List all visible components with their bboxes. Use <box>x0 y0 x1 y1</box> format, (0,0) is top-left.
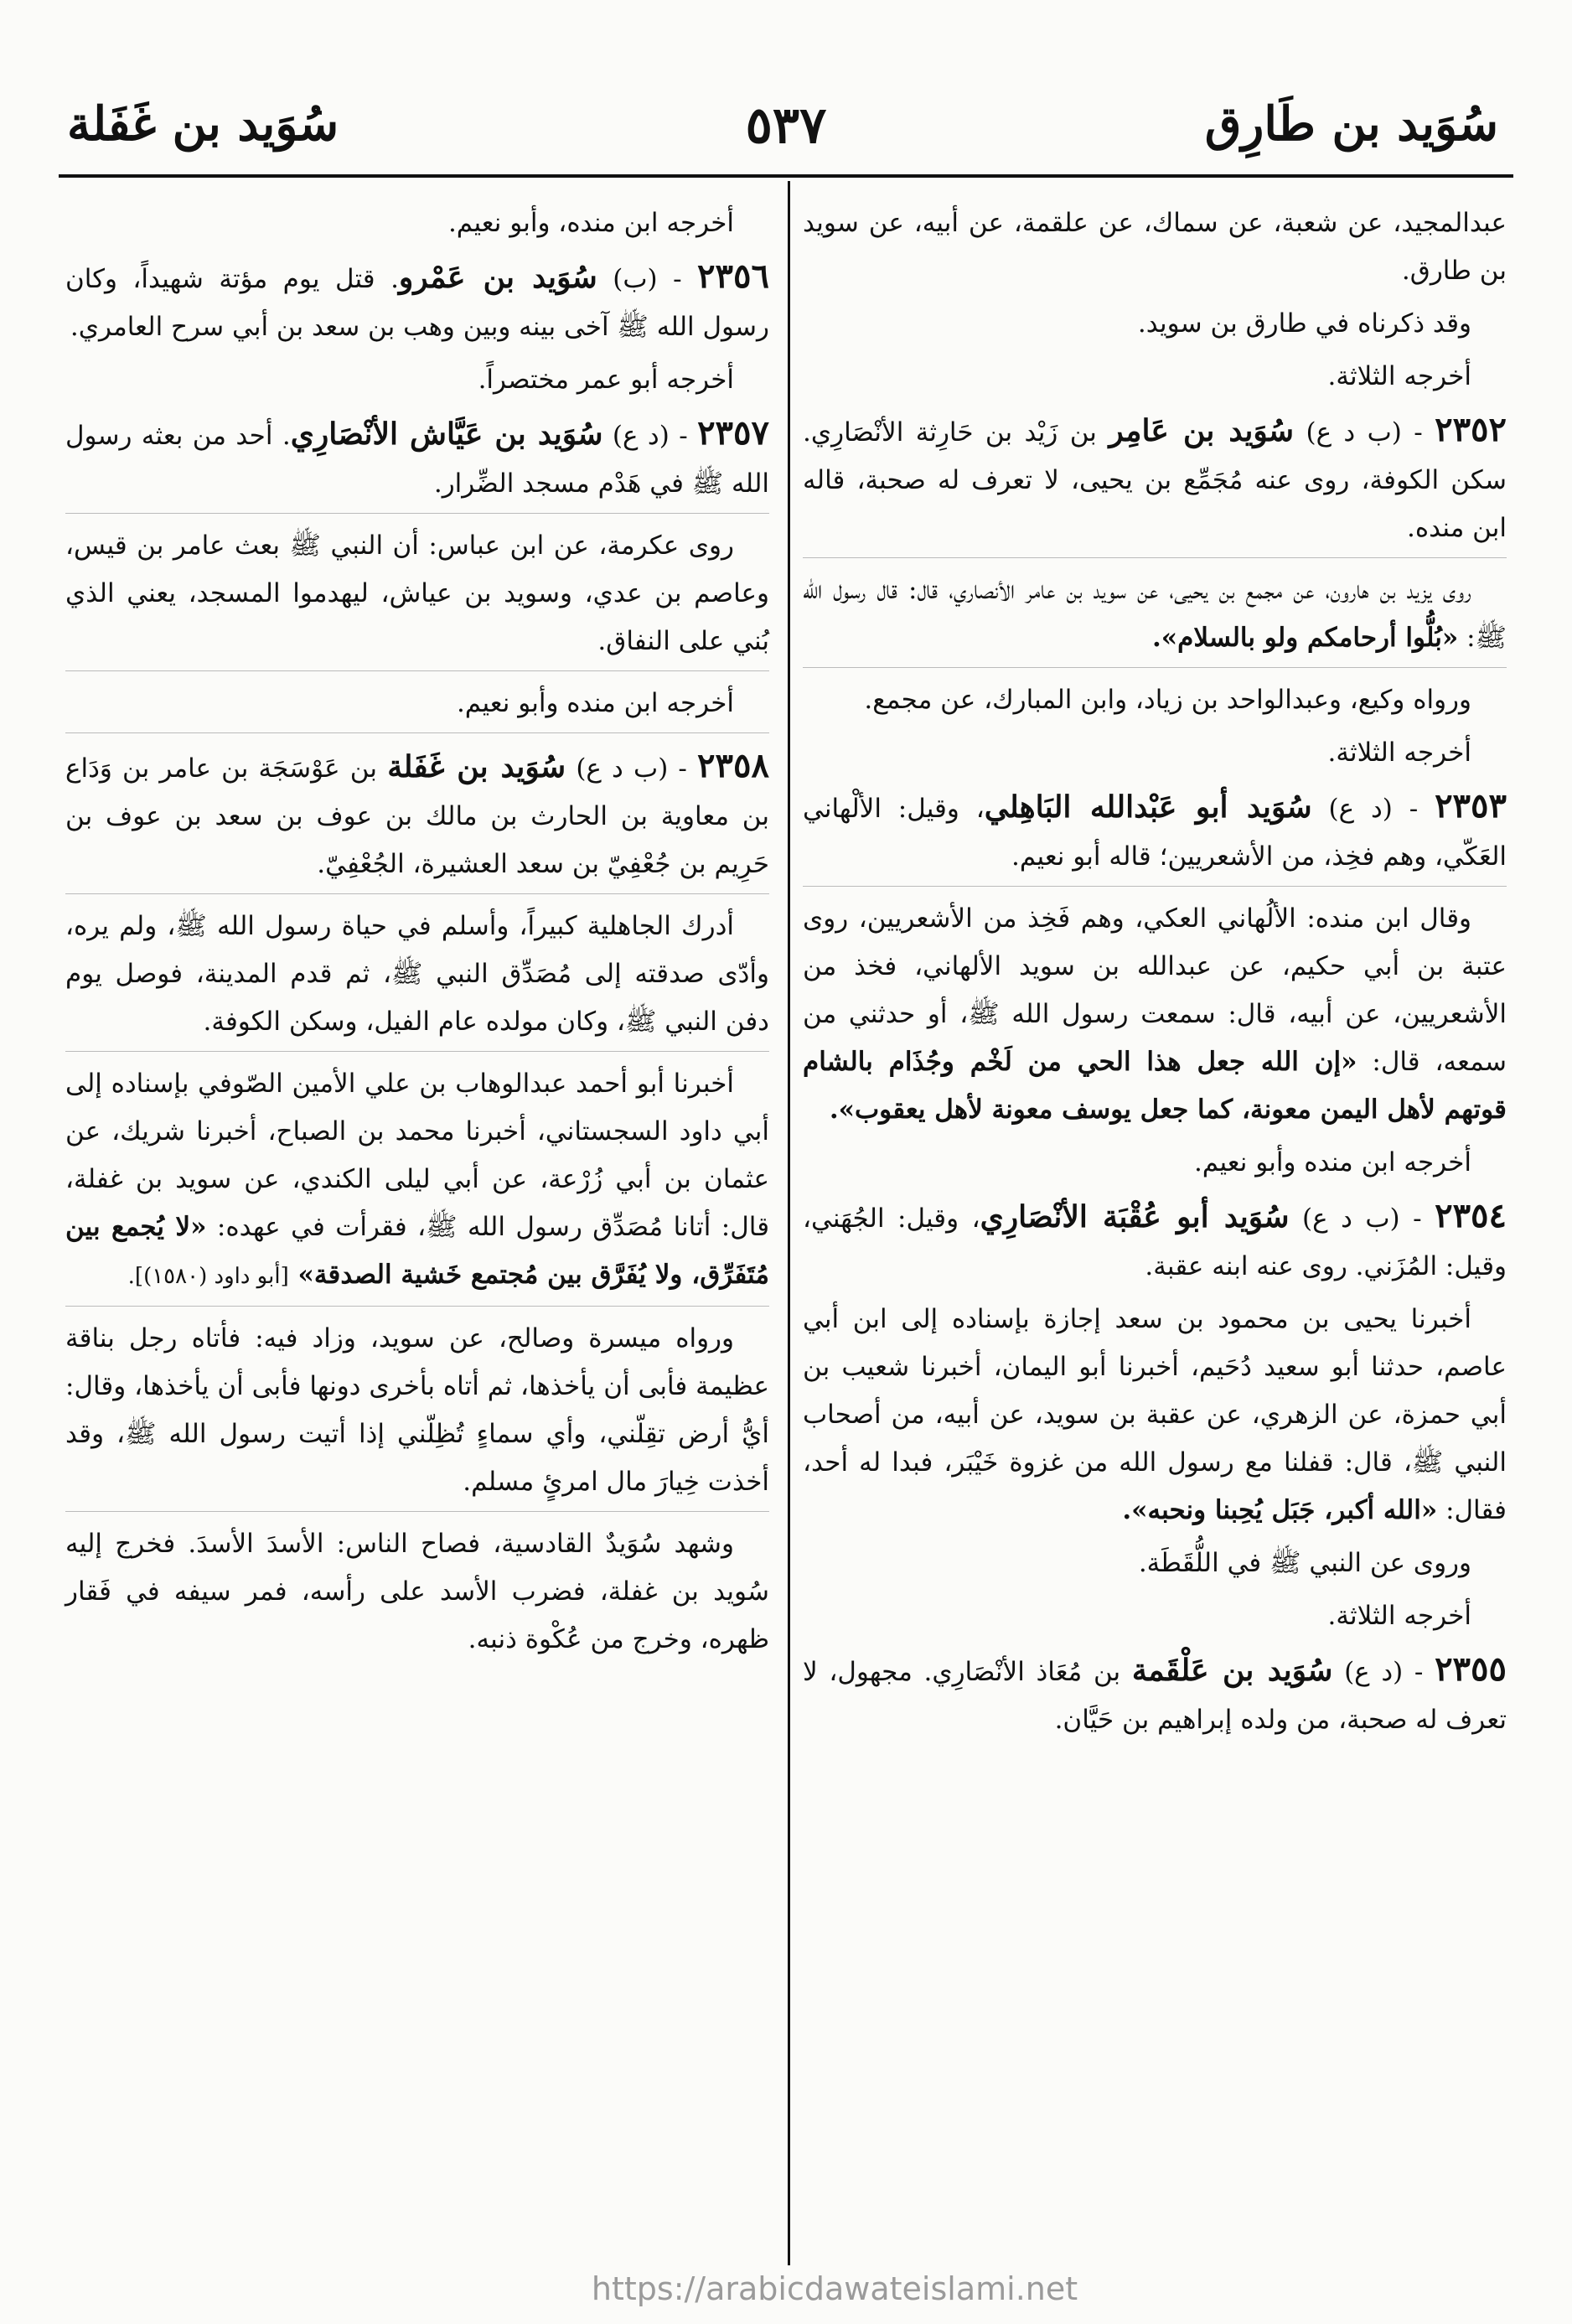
separator <box>803 886 1507 887</box>
right-column <box>803 199 1507 1749</box>
separator <box>65 1051 769 1052</box>
separator <box>65 1306 769 1307</box>
entry-name: سُوَيد بن غَفَلة <box>387 749 566 784</box>
entry-2353 <box>803 782 1507 881</box>
running-head-right: سُوَيد بن طَارِق <box>1204 96 1498 152</box>
entry-text: . قتل يوم مؤتة شهيداً، وكان رسول الله ﷺ آخى بينه وبين وهب بن سعد بن أبي سرح العامري. <box>65 264 769 342</box>
entry-sources: - (ب) <box>597 264 698 294</box>
hadith-text: «لا يُجمع بين مُتَفَرِّق، ولا يُفَرَّق بين مُجتمع خَشية الصدقة» <box>65 1212 769 1290</box>
separator <box>65 893 769 894</box>
hadith-text: «بُلُّوا أرحامكم ولو بالسلام». <box>1151 623 1459 653</box>
citation: [أبو داود (١٥٨٠)]. <box>127 1264 289 1289</box>
column-divider <box>788 181 790 2265</box>
entry-number: ٢٣٥٤ <box>1435 1196 1507 1235</box>
paragraph: وشهد سُوَيدٌ القادسية، فصاح الناس: الأسدَ الأسدَ. فخرج إليه سُويد بن غفلة، فضرب الأسد على رأسه، فمر سيفه في فَقار ظهره، وخرج من عُكْوة ذنبه. <box>65 1529 769 1654</box>
paragraph <box>803 1296 1507 1535</box>
entry-number: ٢٣٥٢ <box>1435 410 1507 449</box>
entry-name: سُوَيد بن عَلْقَمة <box>1131 1653 1333 1688</box>
paragraph: أدرك الجاهلية كبيراً، وأسلم في حياة رسول الله ﷺ، ولم يره، وأدّى صدقته إلى مُصَدِّق النبي ﷺ، ثم قدم المدينة، فوصل يوم دفن النبي ﷺ، وكان مولده عام الفيل، وسكن الكوفة. <box>65 911 769 1037</box>
entry-number: ٢٣٥٥ <box>1435 1649 1507 1689</box>
entry-number: ٢٣٥٨ <box>697 746 769 785</box>
entry-name: سُوَيد بن عَيَّاش الأنْصَارِي <box>290 417 603 452</box>
entry-name: سُوَيد بن عَامِر <box>1109 413 1295 448</box>
paragraph <box>803 567 1507 662</box>
hadith-text: «الله أكبر، جَبَل يُحِبنا ونحبه». <box>1122 1495 1438 1525</box>
left-column <box>65 199 769 1669</box>
entry-text: ، وقيل: الألْهاني العَكّي، وهم فخِذ، من الأشعريين؛ قاله أبو نعيم. <box>803 794 1507 872</box>
entry-text: بن زَيْد بن حَارِثة الأنْصَارِي. سكن الكوفة، روى عنه مُجَمِّع بن يحيى، لا تعرف له صحبة، قاله ابن منده. <box>803 417 1507 543</box>
page-number: ٥٣٧ <box>745 96 827 155</box>
separator <box>65 732 769 733</box>
paragraph <box>65 1060 769 1301</box>
paragraph-text: روى يزيد بن هارون، عن مجمع بن يحيى، عن سويد بن عامر الأنصاري، قال: قال رسول الله ﷺ: <box>803 575 1507 653</box>
hadith-text: «إن الله جعل هذا الحي من لَخْم وجُذَام بالشام قوتهم لأهل اليمن معونة، كما جعل يوسف معونة لأهل يعقوب». <box>803 1047 1507 1125</box>
paragraph: أخرجه أبو عمر مختصراً. <box>478 365 734 395</box>
paragraph: ورواه ميسرة وصالح، عن سويد، وزاد فيه: فأتاه رجل بناقة عظيمة فأبى أن يأخذها، ثم أتاه بأخرى دونها فأبى أن يأخذها، وقال: أيُّ أرض تقِلّني، وأي سماءٍ تُظِلّني إذا أتيت رسول الله ﷺ، وقد أخذت خِيارَ مال امرئٍ مسلم. <box>65 1323 769 1497</box>
entry-sources: - (ب د ع) <box>566 753 698 784</box>
entry-number: ٢٣٥٣ <box>1435 786 1507 826</box>
paragraph: أخرجه الثلاثة. <box>1327 738 1471 768</box>
separator <box>65 513 769 514</box>
entry-2356 <box>65 252 769 351</box>
entry-sources: - (د ع) <box>1332 1657 1435 1687</box>
entry-sources: - (ب د ع) <box>1294 417 1435 448</box>
entry-2357 <box>65 409 769 508</box>
separator <box>65 670 769 671</box>
entry-name: سُوَيد أبو عَبْدالله البَاهِلي <box>984 789 1312 825</box>
paragraph-text: أخبرنا أبو أحمد عبدالوهاب بن علي الأمين الصّوفي بإسناده إلى أبي داود السجستاني، أخبرنا محمد بن الصباح، أخبرنا شريك، عن عثمان بن أبي زُرْعة، عن أبي ليلى الكندي، عن سويد بن غفلة، قال: أتانا مُصَدِّق رسول الله ﷺ، فقرأت في عهده: <box>65 1069 770 1242</box>
paragraph: وقد ذكرناه في طارق بن سويد. <box>1137 308 1471 339</box>
entry-sources: - (د ع) <box>602 421 698 451</box>
entry-sources: - (د ع) <box>1311 794 1435 824</box>
paragraph: أخرجه ابن منده، وأبو نعيم. <box>447 208 734 238</box>
paragraph: عبدالمجيد، عن شعبة، عن سماك، عن علقمة، عن أبيه، عن سويد بن طارق. <box>803 208 1507 286</box>
paragraph: أخرجه ابن منده وأبو نعيم. <box>456 688 734 718</box>
entry-text: بن مُعَاذ الأنْصَارِي. مجهول، لا تعرف له صحبة، من ولده إبراهيم بن حَيَّان. <box>803 1657 1507 1735</box>
running-head-left: سُوَيد بن غَفَلة <box>67 96 339 152</box>
entry-name: سُوَيد أبو عُقْبَة الأنْصَارِي <box>980 1199 1290 1234</box>
entry-number: ٢٣٥٦ <box>697 256 769 296</box>
paragraph-text: أخبرنا يحيى بن محمود بن سعد إجازة بإسناده إلى ابن أبي عاصم، حدثنا أبو سعيد دُحَيم، أخبرنا أبو اليمان، أخبرنا شعيب بن أبي حمزة، عن الزهري، عن عقبة بن سويد، عن أبيه، من أصحاب النبي ﷺ، قال: قفلنا مع رسول الله من غزوة خَيْبَر، فبدا له أحد، فقال: <box>803 1304 1507 1525</box>
paragraph: ورواه وكيع، وعبدالواحد بن زياد، وابن المبارك، عن مجمع. <box>864 685 1471 715</box>
entry-2354 <box>803 1192 1507 1291</box>
separator <box>803 667 1507 668</box>
entry-number: ٢٣٥٧ <box>697 413 769 453</box>
entry-text: . أحد من بعثه رسول الله ﷺ في هَدْم مسجد الضِّرار. <box>65 421 769 499</box>
separator <box>803 557 1507 558</box>
watermark-url: https://arabicdawateislami.net <box>591 2270 1078 2307</box>
entry-2352 <box>803 406 1507 552</box>
header-rule <box>59 174 1513 178</box>
paragraph: أخرجه الثلاثة. <box>1327 361 1471 391</box>
entry-2358 <box>65 742 769 888</box>
paragraph: وروى عن النبي ﷺ في اللُّقَطَة. <box>1138 1548 1471 1578</box>
entry-name: سُوَيد بن عَمْرو <box>398 260 597 295</box>
paragraph: روى عكرمة، عن ابن عباس: أن النبي ﷺ بعث عامر بن قيس، وعاصم بن عدي، وسويد بن عياش، ليهدموا المسجد، يعني الذي بُني على النفاق. <box>65 531 769 656</box>
entry-2355 <box>803 1645 1507 1744</box>
separator <box>65 1511 769 1512</box>
entry-sources: - (ب د ع) <box>1289 1203 1435 1234</box>
paragraph-text: وقال ابن منده: الألُهاني العكي، وهم فَخِذ من الأشعريين، روى عتبة بن أبي حكيم، عن عبدالله بن سويد الألهاني، فخذ من الأشعريين، عن أبيه، قال: سمعت رسول الله ﷺ، أو حدثني من سمعه، قال: <box>803 903 1507 1077</box>
paragraph: أخرجه الثلاثة. <box>1327 1601 1471 1631</box>
entry-text: بن عَوْسَجَة بن عامر بن وَدَاع بن معاوية بن الحارث بن مالك بن عوف بن سعد بن عوف بن حَرِيم بن جُعْفِيّ بن سعد العشيرة، الجُعْفِيّ. <box>65 753 769 879</box>
paragraph <box>803 895 1507 1134</box>
paragraph: أخرجه ابن منده وأبو نعيم. <box>1193 1147 1471 1178</box>
entry-text: ، وقيل: الجُهَني، وقيل: المُزَني. روى عنه ابنه عقبة. <box>803 1203 1507 1281</box>
